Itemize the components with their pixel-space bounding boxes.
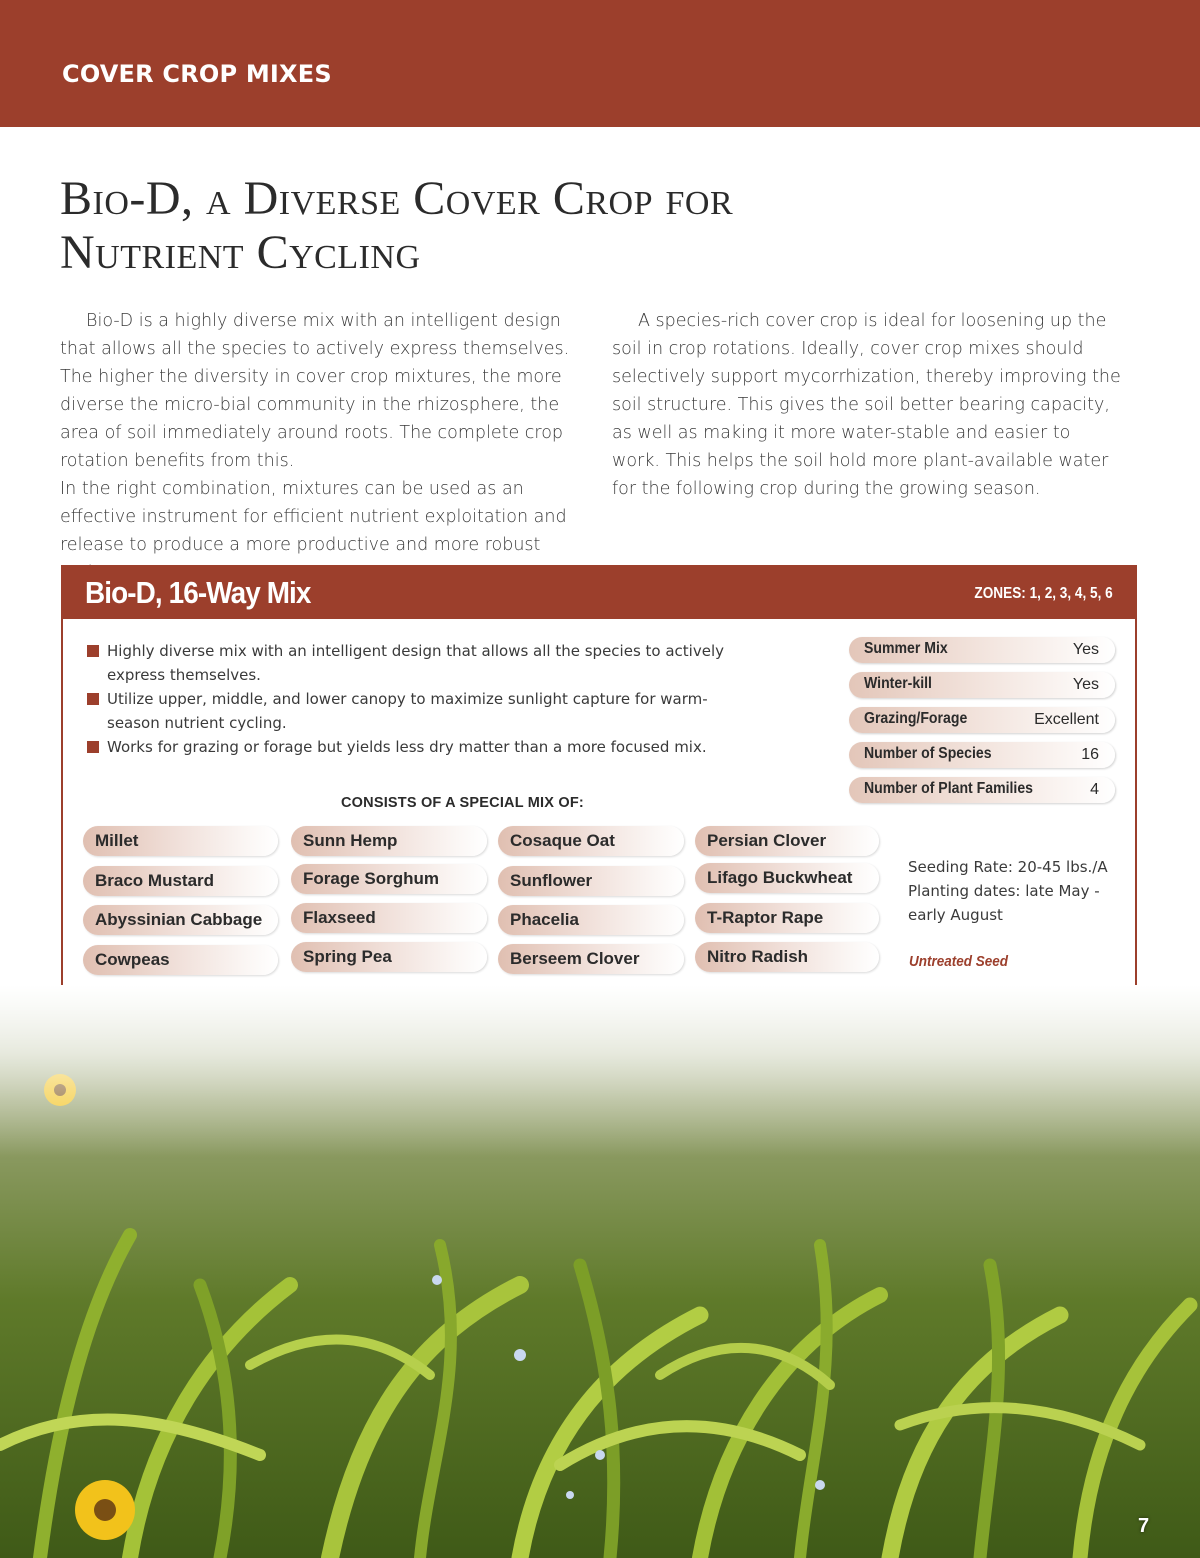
- intro-paragraph: Bio-D is a highly diverse mix with an intelligent design that allows all the species to actively express themselves. The higher the diversity in cover crop mixtures, the more diverse the micro-bial community in the rhizosphere, the area of soil immediately around roots. The complete crop rotation benefits from this.: [60, 311, 570, 471]
- planting-dates: Planting dates: late May - early August: [908, 882, 1100, 924]
- species-pill: T-Raptor Rape: [695, 903, 879, 933]
- page-title: Bio-D, a Diverse Cover Crop for Nutrient Cycling: [60, 172, 734, 279]
- species-pill: Persian Clover: [695, 826, 879, 856]
- species-pill: Sunn Hemp: [291, 826, 487, 856]
- cover-crop-field-photo: [0, 985, 1200, 1558]
- stat-number-of-species: [849, 742, 1115, 768]
- section-banner: [0, 0, 1200, 127]
- species-pill: Flaxseed: [291, 903, 487, 933]
- stat-summer-mix: [849, 637, 1115, 663]
- stat-label: Winter-kill: [864, 675, 932, 692]
- species-pill: Lifago Buckwheat: [695, 863, 879, 893]
- intro-left-column: [60, 307, 575, 587]
- stat-label: Number of Species: [864, 745, 992, 762]
- stat-winter-kill: [849, 672, 1115, 698]
- intro-paragraph: A species-rich cover crop is ideal for loosening up the soil in crop rotations. Ideally, cover crop mixes should selectively support mycorrhization, thereby improving the soil structure. This gives the soil better bearing capacity, as well as making it more water-stable and easier to work. This helps the soil hold more plant-available water for the following crop during the growing season.: [612, 311, 1121, 499]
- stat-number-of-plant-families: [849, 777, 1115, 803]
- species-grid: [83, 826, 883, 976]
- intro-paragraph: In the right combination, mixtures can be used as an effective instrument for efficient nutrient exploitation and release to produce a more productive and more robust: [60, 479, 567, 555]
- untreated-seed-note: Untreated Seed: [909, 953, 1009, 970]
- species-pill: Braco Mustard: [83, 866, 278, 896]
- species-pill: Millet: [83, 826, 278, 856]
- feature-item: Highly diverse mix with an intelligent design that allows all the species to actively express themselves.: [87, 639, 747, 687]
- species-pill: Cowpeas: [83, 945, 278, 975]
- species-pill: Abyssinian Cabbage: [83, 905, 278, 935]
- feature-item: Works for grazing or forage but yields less dry matter than a more focused mix.: [87, 735, 747, 759]
- species-pill: Forage Sorghum: [291, 864, 487, 894]
- mix-card-header: [63, 567, 1135, 619]
- species-pill: Spring Pea: [291, 942, 487, 972]
- stat-value: 4: [1090, 781, 1099, 798]
- intro-right-column: [612, 307, 1122, 503]
- stat-value: Yes: [1072, 641, 1099, 658]
- mix-card: [61, 565, 1137, 990]
- section-label: COVER CROP MIXES: [62, 60, 332, 88]
- page-number: 7: [1138, 1515, 1150, 1537]
- stat-label: Number of Plant Families: [864, 780, 1034, 797]
- stat-value: Yes: [1072, 676, 1099, 693]
- species-pill: Berseem Clover: [498, 944, 684, 974]
- stat-grazing-forage: [849, 707, 1115, 733]
- square-bullet-icon: [87, 645, 99, 657]
- stats-panel: [849, 637, 1115, 812]
- species-pill: Sunflower: [498, 866, 684, 896]
- seeding-info: [908, 855, 1128, 927]
- feature-item: Utilize upper, middle, and lower canopy to maximize sunlight capture for warm-season nutrient cycling.: [87, 687, 747, 735]
- consists-heading: CONSISTS OF A SPECIAL MIX OF:: [341, 795, 584, 811]
- stat-label: Summer Mix: [864, 640, 948, 657]
- feature-list: [87, 639, 747, 759]
- stat-value: 16: [1081, 746, 1099, 763]
- mix-title: Bio-D, 16-Way Mix: [85, 575, 311, 610]
- square-bullet-icon: [87, 741, 99, 753]
- zones-label: ZONES: 1, 2, 3, 4, 5, 6: [974, 585, 1113, 602]
- seeding-rate: Seeding Rate: 20-45 lbs./A: [908, 858, 1108, 876]
- species-pill: Cosaque Oat: [498, 826, 684, 856]
- species-pill: Nitro Radish: [695, 942, 879, 972]
- square-bullet-icon: [87, 693, 99, 705]
- species-pill: Phacelia: [498, 905, 684, 935]
- stat-value: Excellent: [1034, 711, 1099, 728]
- stat-label: Grazing/Forage: [864, 710, 968, 727]
